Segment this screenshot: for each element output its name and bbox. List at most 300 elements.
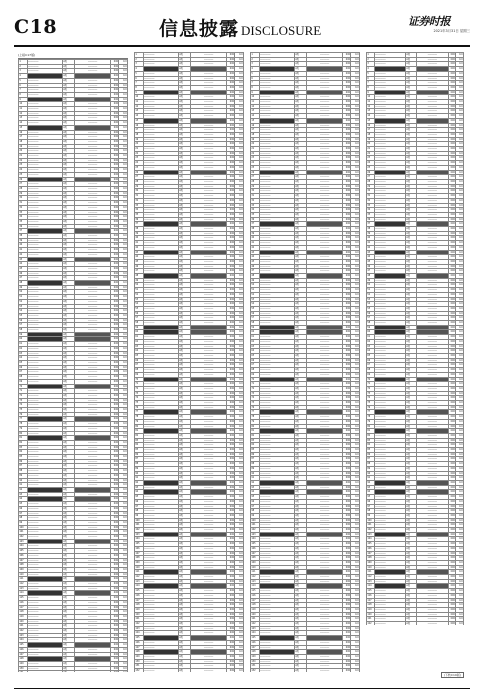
table-cell: A股 <box>178 358 191 363</box>
table-cell: ──────── <box>143 264 178 269</box>
table-cell: ──────── <box>374 161 405 166</box>
table-cell: 000 <box>110 370 119 375</box>
table-cell: 102 <box>19 535 28 540</box>
table-cell: 000 <box>110 342 119 347</box>
table-cell: ─────── <box>75 69 110 74</box>
table-cell: A股 <box>294 575 307 580</box>
table-cell: ──────── <box>143 128 178 133</box>
table-cell: ─────── <box>417 480 448 485</box>
table-cell: ──────── <box>259 490 294 495</box>
table-cell: ─────── <box>307 401 342 406</box>
table-cell: ─────── <box>417 382 448 387</box>
table-cell: A股 <box>294 401 307 406</box>
table-cell: 57 <box>251 316 260 321</box>
table-cell: ─────── <box>75 558 110 563</box>
table-cell: ──────── <box>259 537 294 542</box>
table-cell: 0.0 <box>456 556 464 561</box>
table-cell: ─────── <box>191 593 226 598</box>
table-cell: ──────── <box>259 622 294 627</box>
table-cell: A股 <box>178 170 191 175</box>
table-cell: ──────── <box>259 236 294 241</box>
table-cell: 000 <box>448 560 456 565</box>
table-cell: ─────── <box>75 624 110 629</box>
table-cell: 87 <box>251 457 260 462</box>
table-cell: 0.0 <box>235 480 244 485</box>
table-cell: A股 <box>178 612 191 617</box>
table-cell: 000 <box>226 147 235 152</box>
table-cell: 35 <box>251 212 260 217</box>
table-cell: 000 <box>448 368 456 373</box>
table-cell: 0.0 <box>456 85 464 90</box>
table-cell: 0.0 <box>235 184 244 189</box>
table-cell: ──────── <box>374 607 405 612</box>
table-cell: 0.0 <box>119 586 128 591</box>
table-cell: 81 <box>19 436 28 441</box>
table-cell: 103 <box>19 539 28 544</box>
table-cell: ─────── <box>307 626 342 631</box>
table-cell: 0.0 <box>119 346 128 351</box>
table-cell: ─────── <box>417 189 448 194</box>
table-cell: 000 <box>226 316 235 321</box>
table-cell: 000 <box>110 577 119 582</box>
table-cell: A股 <box>62 370 75 375</box>
table-cell: A股 <box>62 248 75 253</box>
table-cell: 000 <box>342 62 351 67</box>
table-cell: A股 <box>62 647 75 652</box>
table-cell: ──────── <box>27 351 62 356</box>
table-cell: A股 <box>62 107 75 112</box>
table-cell: 0.0 <box>235 377 244 382</box>
table-cell: 0.0 <box>351 208 360 213</box>
table-cell: ─────── <box>75 657 110 662</box>
table-cell: ──────── <box>374 579 405 584</box>
table-cell: 0.0 <box>235 466 244 471</box>
table-cell: A股 <box>406 264 417 269</box>
table-cell: 37 <box>367 222 375 227</box>
table-cell: ─────── <box>307 664 342 669</box>
table-cell: 000 <box>226 452 235 457</box>
table-cell: ─────── <box>417 495 448 500</box>
table-cell: ──────── <box>259 626 294 631</box>
table-cell: 41 <box>251 241 260 246</box>
table-cell: ──────── <box>259 316 294 321</box>
table-cell: 000 <box>448 278 456 283</box>
table-cell: ──────── <box>259 203 294 208</box>
table-cell: ──────── <box>143 640 178 645</box>
table-cell: ──────── <box>143 354 178 359</box>
table-cell: 0.0 <box>235 664 244 669</box>
table-cell: 000 <box>110 154 119 159</box>
table-cell: ──────── <box>143 222 178 227</box>
table-cell: 0.0 <box>351 546 360 551</box>
table-cell: A股 <box>62 492 75 497</box>
table-cell: 0.0 <box>119 582 128 587</box>
table-cell: ─────── <box>75 370 110 375</box>
table-cell: 0.0 <box>235 509 244 514</box>
table-cell: 36 <box>367 217 375 222</box>
table-cell: ─────── <box>75 342 110 347</box>
table-cell: 0.0 <box>456 377 464 382</box>
table-cell: ─────── <box>307 302 342 307</box>
table-cell: A股 <box>178 62 191 67</box>
table-cell: ─────── <box>75 285 110 290</box>
table-cell: 000 <box>226 57 235 62</box>
table-cell: 0.0 <box>456 452 464 457</box>
table-cell: 0.0 <box>456 551 464 556</box>
table-cell: A股 <box>62 511 75 516</box>
table-cell: ─────── <box>191 90 226 95</box>
table-cell: A股 <box>62 459 75 464</box>
table-cell: 0.0 <box>351 532 360 537</box>
table-cell: ─────── <box>417 377 448 382</box>
table-cell: ─────── <box>417 368 448 373</box>
table-cell: ──────── <box>143 664 178 669</box>
table-cell: 000 <box>342 283 351 288</box>
table-cell: 000 <box>342 499 351 504</box>
table-cell: 000 <box>110 469 119 474</box>
table-cell: 63 <box>251 344 260 349</box>
table-cell: 0.0 <box>235 631 244 636</box>
table-cell: 38 <box>19 234 28 239</box>
table-cell: 58 <box>367 321 375 326</box>
table-cell: 123 <box>19 633 28 638</box>
table-cell: 000 <box>448 358 456 363</box>
table-cell: 0.0 <box>119 567 128 572</box>
table-cell: 000 <box>226 227 235 232</box>
table-cell: 000 <box>226 349 235 354</box>
table-cell: 0.0 <box>351 321 360 326</box>
table-cell: 000 <box>448 622 456 625</box>
table-cell: ──────── <box>259 669 294 672</box>
table-cell: A股 <box>62 422 75 427</box>
table-cell: 75 <box>251 401 260 406</box>
table-cell: ──────── <box>374 85 405 90</box>
table-cell: 000 <box>110 379 119 384</box>
table-cell: A股 <box>294 448 307 453</box>
table-cell: ─────── <box>307 396 342 401</box>
table-cell: ──────── <box>374 81 405 86</box>
table-cell: 30 <box>135 189 144 194</box>
table-cell: 35 <box>135 212 144 217</box>
table-cell: 98 <box>19 516 28 521</box>
table-cell: ──────── <box>27 107 62 112</box>
table-cell: A股 <box>406 292 417 297</box>
table-cell: A股 <box>406 297 417 302</box>
table-cell: A股 <box>178 631 191 636</box>
table-cell: 000 <box>110 600 119 605</box>
table-cell: 108 <box>251 556 260 561</box>
table-cell: 0.0 <box>119 643 128 648</box>
table-cell: ─────── <box>307 76 342 81</box>
table-cell: 0.0 <box>235 415 244 420</box>
table-cell: ─────── <box>417 612 448 617</box>
table-cell: ──────── <box>374 575 405 580</box>
table-cell: ──────── <box>27 403 62 408</box>
table-cell: A股 <box>294 631 307 636</box>
table-cell: ─────── <box>307 278 342 283</box>
table-cell: ──────── <box>259 100 294 105</box>
table-cell: 0.0 <box>235 485 244 490</box>
table-cell: ─────── <box>417 198 448 203</box>
table-cell: A股 <box>294 255 307 260</box>
table-cell: ─────── <box>191 302 226 307</box>
table-cell: 110 <box>135 565 144 570</box>
table-cell: ──────── <box>143 147 178 152</box>
table-cell: A股 <box>406 462 417 467</box>
table-cell: 000 <box>342 617 351 622</box>
table-cell: 0.0 <box>119 356 128 361</box>
table-cell: ──────── <box>27 304 62 309</box>
table-cell: ─────── <box>307 269 342 274</box>
table-cell: A股 <box>62 313 75 318</box>
table-cell: ─────── <box>307 438 342 443</box>
table-cell: ──────── <box>374 170 405 175</box>
table-cell: 66 <box>367 358 375 363</box>
table-cell: 0.0 <box>119 464 128 469</box>
table-cell: 50 <box>251 283 260 288</box>
table-cell: ──────── <box>27 361 62 366</box>
table-cell: A股 <box>178 607 191 612</box>
table-cell: ──────── <box>259 523 294 528</box>
table-cell: ─────── <box>75 525 110 530</box>
table-cell: 7 <box>251 81 260 86</box>
table-cell: ──────── <box>27 125 62 130</box>
table-cell: A股 <box>62 276 75 281</box>
table-cell: 000 <box>226 344 235 349</box>
table-cell: ─────── <box>75 290 110 295</box>
table-cell: ─────── <box>75 487 110 492</box>
table-cell: 0.0 <box>351 480 360 485</box>
table-cell: A股 <box>406 358 417 363</box>
table-cell: A股 <box>178 551 191 556</box>
table-cell: ─────── <box>417 607 448 612</box>
table-cell: 000 <box>110 398 119 403</box>
table-cell: 90 <box>251 471 260 476</box>
table-cell: A股 <box>294 62 307 67</box>
table-cell: 0.0 <box>119 144 128 149</box>
table-cell: 000 <box>342 203 351 208</box>
table-cell: A股 <box>178 659 191 664</box>
table-cell: ─────── <box>191 532 226 537</box>
table-cell: 000 <box>226 584 235 589</box>
table-cell: 0.0 <box>235 90 244 95</box>
table-cell: 000 <box>342 53 351 58</box>
table-cell: 48 <box>19 281 28 286</box>
table-cell: ─────── <box>75 497 110 502</box>
column-2 <box>134 52 244 672</box>
table-cell: 127 <box>19 652 28 657</box>
table-cell: ─────── <box>75 186 110 191</box>
table-cell: 000 <box>342 532 351 537</box>
table-cell: A股 <box>406 250 417 255</box>
table-cell: A股 <box>294 316 307 321</box>
table-cell: ──────── <box>27 290 62 295</box>
table-row <box>19 671 128 672</box>
table-cell: ──────── <box>143 175 178 180</box>
table-cell: A股 <box>406 57 417 62</box>
table-cell: 000 <box>448 354 456 359</box>
table-cell: ──────── <box>27 243 62 248</box>
table-cell: 0.0 <box>235 53 244 58</box>
table-cell: ──────── <box>27 666 62 671</box>
table-cell: 0.0 <box>119 295 128 300</box>
table-cell: ─────── <box>417 95 448 100</box>
table-cell: ─────── <box>417 128 448 133</box>
table-cell: A股 <box>406 302 417 307</box>
table-cell: ─────── <box>75 596 110 601</box>
table-cell: 108 <box>367 556 375 561</box>
table-cell: 0.0 <box>235 278 244 283</box>
table-cell: 0.0 <box>351 62 360 67</box>
table-cell: 93 <box>135 485 144 490</box>
table-cell: A股 <box>178 528 191 533</box>
table-cell: 28 <box>251 179 260 184</box>
table-cell: ─────── <box>417 433 448 438</box>
table-cell: A股 <box>406 288 417 293</box>
table-cell: ──────── <box>259 245 294 250</box>
table-cell: 0.0 <box>119 328 128 333</box>
table-cell: ──────── <box>374 212 405 217</box>
table-cell: 000 <box>448 189 456 194</box>
table-cell: 77 <box>19 417 28 422</box>
table-cell: 69 <box>19 379 28 384</box>
table-cell: ──────── <box>27 624 62 629</box>
table-cell: ─────── <box>417 471 448 476</box>
table-cell: ─────── <box>75 92 110 97</box>
table-cell: 0.0 <box>235 137 244 142</box>
table-cell: ─────── <box>191 570 226 575</box>
table-cell: 67 <box>135 363 144 368</box>
table-cell: 000 <box>342 231 351 236</box>
table-cell: 61 <box>251 335 260 340</box>
table-cell: 000 <box>226 231 235 236</box>
table-cell: 0.0 <box>456 123 464 128</box>
table-cell: 000 <box>226 165 235 170</box>
table-cell: A股 <box>294 212 307 217</box>
table-cell: 000 <box>342 480 351 485</box>
table-cell: 000 <box>226 509 235 514</box>
table-cell: ──────── <box>143 542 178 547</box>
table-row <box>135 669 244 672</box>
table-cell: ──────── <box>259 156 294 161</box>
table-cell: A股 <box>178 386 191 391</box>
table-cell: A股 <box>62 478 75 483</box>
table-cell: A股 <box>294 626 307 631</box>
table-cell: 124 <box>19 638 28 643</box>
table-cell: 000 <box>226 433 235 438</box>
table-cell: A股 <box>62 375 75 380</box>
table-cell: A股 <box>178 593 191 598</box>
table-cell: ──────── <box>259 560 294 565</box>
table-cell: 000 <box>226 95 235 100</box>
table-cell: ─────── <box>191 358 226 363</box>
table-cell: 0.0 <box>235 67 244 72</box>
table-cell: A股 <box>294 490 307 495</box>
table-cell: 103 <box>251 532 260 537</box>
table-cell: 0.0 <box>235 288 244 293</box>
table-cell: 0.0 <box>119 186 128 191</box>
table-cell: 000 <box>110 582 119 587</box>
table-cell: 27 <box>367 175 375 180</box>
table-cell: ──────── <box>259 570 294 575</box>
table-cell: ──────── <box>374 593 405 598</box>
table-cell: A股 <box>294 480 307 485</box>
table-cell: ──────── <box>374 53 405 58</box>
table-cell: 000 <box>226 288 235 293</box>
table-cell: 0.0 <box>351 297 360 302</box>
table-cell: 50 <box>367 283 375 288</box>
table-cell: 0.0 <box>351 523 360 528</box>
table-cell: ─────── <box>191 537 226 542</box>
table-cell: 0.0 <box>235 85 244 90</box>
table-cell: ──────── <box>259 259 294 264</box>
table-cell: A股 <box>294 203 307 208</box>
table-cell: 41 <box>19 248 28 253</box>
table-cell: 000 <box>448 241 456 246</box>
table-cell: 0.0 <box>235 302 244 307</box>
table-cell: A股 <box>62 361 75 366</box>
table-cell: 0.0 <box>351 433 360 438</box>
table-cell: ─────── <box>417 349 448 354</box>
table-cell: 0.0 <box>235 471 244 476</box>
table-cell: 91 <box>19 483 28 488</box>
table-cell: 0.0 <box>351 570 360 575</box>
table-cell: 0.0 <box>119 478 128 483</box>
table-cell: 000 <box>342 504 351 509</box>
table-cell: ──────── <box>143 589 178 594</box>
table-cell: ──────── <box>259 283 294 288</box>
table-cell: A股 <box>62 323 75 328</box>
table-cell: ──────── <box>27 657 62 662</box>
table-cell: ─────── <box>75 455 110 460</box>
table-cell: 000 <box>448 165 456 170</box>
table-cell: A股 <box>294 161 307 166</box>
table-cell: A股 <box>62 440 75 445</box>
table-cell: 0.0 <box>235 344 244 349</box>
table-cell: 000 <box>342 386 351 391</box>
table-cell: A股 <box>406 415 417 420</box>
table-cell: ──────── <box>374 245 405 250</box>
table-cell: ─────── <box>191 212 226 217</box>
table-cell: 0.0 <box>119 177 128 182</box>
table-cell: 0.0 <box>119 149 128 154</box>
table-cell: ─────── <box>307 655 342 660</box>
table-cell: 000 <box>110 375 119 380</box>
table-cell: 12 <box>367 104 375 109</box>
table-cell: A股 <box>294 518 307 523</box>
table-cell: 81 <box>135 429 144 434</box>
table-cell: ──────── <box>27 266 62 271</box>
table-cell: ─────── <box>75 229 110 234</box>
table-cell: 116 <box>367 593 375 598</box>
table-cell: A股 <box>178 537 191 542</box>
table-cell: ──────── <box>374 476 405 481</box>
table-cell: 0.0 <box>456 288 464 293</box>
table-cell: 0.0 <box>351 565 360 570</box>
table-cell: A股 <box>294 100 307 105</box>
table-cell: 000 <box>448 57 456 62</box>
column-1 <box>18 52 128 672</box>
table-cell: ─────── <box>191 589 226 594</box>
table-cell: 44 <box>135 255 144 260</box>
table-cell: A股 <box>62 464 75 469</box>
table-cell: 126 <box>135 640 144 645</box>
table-cell: A股 <box>294 386 307 391</box>
table-cell: ──────── <box>374 151 405 156</box>
table-cell: A股 <box>294 617 307 622</box>
table-cell: 0.0 <box>351 419 360 424</box>
table-cell: 65 <box>367 354 375 359</box>
